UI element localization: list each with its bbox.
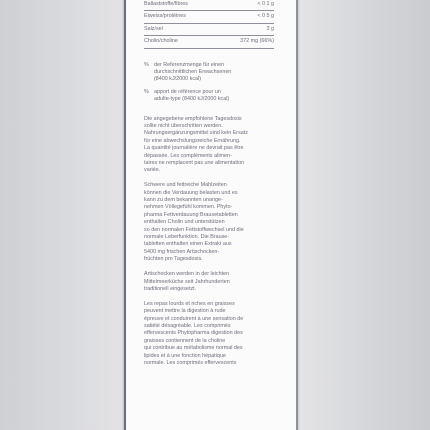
text-line: dépassée. Les compléments alimen- [144, 152, 232, 159]
text-line: normale Leberfunktion. Die Brause- [144, 234, 230, 241]
label-content [144, 0, 274, 367]
description-de-paragraph [144, 182, 274, 263]
nutrition-row [144, 24, 274, 36]
text-line: Nahrungsergänzungsmittel sind kein Ersatz [144, 130, 248, 137]
text-line: Les repas lourds et riches en graisses [144, 300, 235, 307]
artichoke-de-paragraph [144, 271, 274, 293]
nutrient-value: 372 mg (66%) [240, 38, 274, 45]
text-line: effervescents Phytopharma digestion des [144, 330, 243, 337]
nutrient-label: Cholin/choline [144, 38, 178, 45]
text-line: La quantité journalière ne devrait pas être [144, 145, 244, 152]
nutrition-row [144, 11, 274, 23]
panel-left-edge [124, 0, 126, 430]
description-fr-paragraph [144, 301, 274, 368]
text-line: sollte nicht überschritten werden. [144, 123, 223, 129]
footnote-symbol: % [144, 61, 149, 68]
nutrition-row [144, 0, 274, 11]
text-line: kann zu dem bekannten unange- [144, 197, 223, 204]
text-line: so den normalen Fettstoffwechsel und die [144, 226, 244, 233]
footnote-line: durchschnittlichen Erwachsenen [154, 68, 232, 75]
text-line: Mittelmeerküche seit Jahrhunderten [144, 278, 230, 285]
nutrient-value: 3 g [266, 25, 274, 32]
text-line: pharma Fettverdauung Brausetabletten [144, 211, 238, 218]
footnote-de [144, 62, 274, 84]
text-line: graisses contiennent de la choline [144, 337, 226, 344]
text-line: für eine abwechslungsreiche Ernährung. [144, 137, 241, 144]
nutrient-label: Ballaststoffe/fibres [144, 0, 188, 7]
text-line: Schwere und fettreiche Mahlzeiten [144, 182, 227, 189]
package-panel [124, 0, 298, 430]
footnote-symbol: % [144, 88, 149, 95]
footnote-fr [144, 89, 274, 104]
text-line: normale. Les comprimés effervescents [144, 359, 237, 366]
text-line: können die Verdauung belasten und es [144, 189, 238, 196]
text-line: épreuve et conduirent à une sensation de [144, 315, 244, 322]
text-line: Die angegebene empfohlene Tagesdosis [144, 115, 242, 122]
dosage-warning-paragraph [144, 116, 274, 175]
nutrient-value: < 0 1 g [257, 0, 274, 7]
text-line: tabletten enthalten einen Extrakt aus [144, 241, 232, 248]
nutrient-value: < 0 5 g [257, 13, 274, 20]
text-line: peuvent mettre la digestion à rude [144, 308, 226, 315]
footnote-line: (8400 kJ/2000 kcal) [154, 76, 202, 83]
text-line: traditionell eingesetzt. [144, 285, 197, 292]
text-line: früchten pro Tagesdosis. [144, 256, 203, 263]
text-line: qui contribue au métabolisme normal des [144, 345, 243, 352]
background-left [0, 0, 122, 430]
text-line: taires ne remplacent pas une alimentation [144, 160, 245, 167]
text-line: lipides et à une fonction hépatique [144, 352, 226, 359]
footnote-line: apport de référence pour un [154, 88, 221, 95]
footnote-line: adulte-type (8400 kJ/2000 kcal) [154, 96, 230, 103]
text-line: satiété désagréable. Les comprimés [144, 322, 231, 329]
footnote-line: der Referenzmenge für einen [154, 61, 225, 68]
nutrient-label: Salz/sel [144, 25, 163, 32]
text-line: Artischocken werden in der leichten [144, 271, 230, 278]
nutrient-label: Eiweiss/protéines [144, 13, 186, 20]
text-line: enthalten Cholin und unterstützen [144, 219, 225, 226]
text-line: 5400 mg frischen Artischocken- [144, 248, 220, 255]
panel-right-edge [296, 0, 298, 430]
text-line: nehmen Völlegefühl kommen. Phyto- [144, 204, 233, 211]
text-line: variée. [144, 167, 161, 174]
nutrition-table [144, 0, 274, 49]
background-right [298, 0, 430, 430]
nutrition-row [144, 36, 274, 48]
